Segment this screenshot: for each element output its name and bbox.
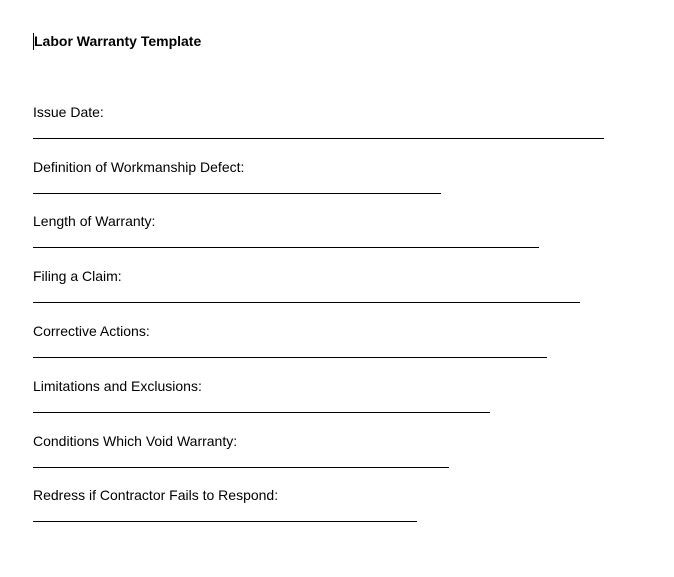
field-label-redress: Redress if Contractor Fails to Respond: — [33, 487, 279, 503]
field-line-corrective-actions[interactable] — [33, 357, 547, 358]
field-label-corrective-actions: Corrective Actions: — [33, 323, 150, 339]
field-line-workmanship-defect[interactable] — [33, 193, 441, 194]
field-line-filing-a-claim[interactable] — [33, 302, 580, 303]
field-label-issue-date: Issue Date: — [33, 104, 104, 120]
field-line-redress[interactable] — [33, 521, 417, 522]
field-label-void-conditions: Conditions Which Void Warranty: — [33, 433, 238, 449]
field-line-limitations-exclusions[interactable] — [33, 412, 490, 413]
field-label-filing-a-claim: Filing a Claim: — [33, 268, 122, 284]
field-label-workmanship-defect: Definition of Workmanship Defect: — [33, 159, 245, 175]
field-line-void-conditions[interactable] — [33, 467, 449, 468]
field-line-length-of-warranty[interactable] — [33, 247, 539, 248]
field-line-issue-date[interactable] — [33, 138, 604, 139]
document-title: Labor Warranty Template — [34, 33, 202, 49]
field-label-length-of-warranty: Length of Warranty: — [33, 213, 156, 229]
field-label-limitations-exclusions: Limitations and Exclusions: — [33, 378, 202, 394]
